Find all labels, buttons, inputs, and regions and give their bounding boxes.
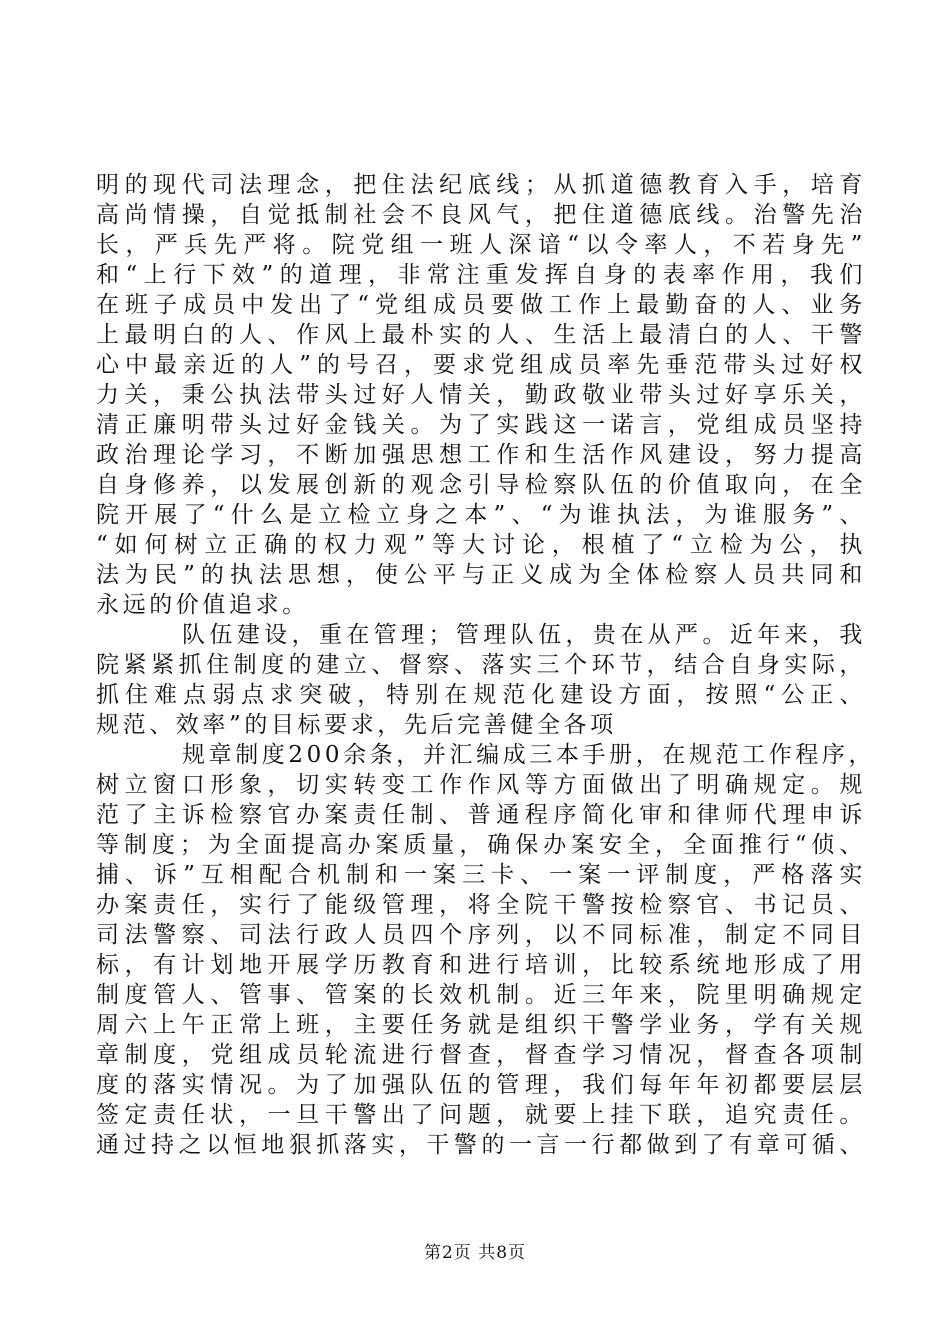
text-line: 自身修养，以发展创新的观念引导检察队伍的价值取向，在全 — [96, 472, 866, 498]
text-line: 周六上午正常上班，主要任务就是组织干警学业务，学有关规 — [96, 1012, 866, 1038]
text-line: 明的现代司法理念，把住法纪底线；从抓道德教育入手，培育 — [96, 172, 866, 198]
text-line: 法为民”的执法思想，使公平与正义成为全体检察人员共同和 — [96, 562, 866, 588]
text-line: 等制度；为全面提高办案质量，确保办案安全，全面推行“侦、 — [96, 832, 866, 858]
text-line: 院紧紧抓住制度的建立、督察、落实三个环节，结合自身实际， — [96, 652, 866, 678]
page-number-footer: 第2页 共8页 — [423, 1243, 527, 1263]
text-line: 标，有计划地开展学历教育和进行培训，比较系统地形成了用 — [96, 952, 866, 978]
text-line: 制度管人、管事、管案的长效机制。近三年来，院里明确规定 — [96, 982, 866, 1008]
paragraph-first-line: 队伍建设，重在管理；管理队伍，贵在从严。近年来，我 — [182, 622, 866, 648]
text-line: 树立窗口形象，切实转变工作作风等方面做出了明确规定。规 — [96, 772, 866, 798]
body-text — [96, 170, 876, 1160]
text-line: 在班子成员中发出了“党组成员要做工作上最勤奋的人、业务 — [96, 292, 866, 318]
text-line: 通过持之以恒地狠抓落实，干警的一言一行都做到了有章可循、 — [96, 1132, 866, 1158]
text-line: 长，严兵先严将。院党组一班人深谙“以令率人，不若身先” — [96, 232, 866, 258]
text-line: 清正廉明带头过好金钱关。为了实践这一诺言，党组成员坚持 — [96, 412, 866, 438]
text-line: 和“上行下效”的道理，非常注重发挥自身的表率作用，我们 — [96, 262, 866, 288]
paragraph-end-line: 规范、效率”的目标要求，先后完善健全各项 — [96, 712, 617, 738]
text-line: 司法警察、司法行政人员四个序列，以不同标准，制定不同目 — [96, 922, 866, 948]
text-line: 捕、诉”互相配合机制和一案三卡、一案一评制度，严格落实 — [96, 862, 866, 888]
text-line: 心中最亲近的人”的号召，要求党组成员率先垂范带头过好权 — [96, 352, 866, 378]
paragraph-first-line: 规章制度200余条，并汇编成三本手册，在规范工作程序， — [182, 742, 876, 768]
text-line: 范了主诉检察官办案责任制、普通程序简化审和律师代理申诉 — [96, 802, 866, 828]
text-line: 签定责任状，一旦干警出了问题，就要上挂下联，追究责任。 — [96, 1102, 866, 1128]
text-line: 力关，秉公执法带头过好人情关，勤政敬业带头过好享乐关， — [96, 382, 866, 408]
text-line: 度的落实情况。为了加强队伍的管理，我们每年年初都要层层 — [96, 1072, 866, 1098]
text-line: 院开展了“什么是立检立身之本”、“为谁执法，为谁服务”、 — [96, 502, 866, 528]
text-line: 办案责任，实行了能级管理，将全院干警按检察官、书记员、 — [96, 892, 866, 918]
paragraph-end-line: 永远的价值追求。 — [96, 592, 309, 618]
text-line: 政治理论学习，不断加强思想工作和生活作风建设，努力提高 — [96, 442, 866, 468]
text-line: 章制度，党组成员轮流进行督查，督查学习情况，督查各项制 — [96, 1042, 866, 1068]
text-line: 抓住难点弱点求突破，特别在规范化建设方面，按照“公正、 — [96, 682, 866, 708]
text-line: “如何树立正确的权力观”等大讨论，根植了“立检为公，执 — [96, 532, 866, 558]
text-line: 高尚情操，自觉抵制社会不良风气，把住道德底线。治警先治 — [96, 202, 866, 228]
text-line: 上最明白的人、作风上最朴实的人、生活上最清白的人、干警 — [96, 322, 866, 348]
